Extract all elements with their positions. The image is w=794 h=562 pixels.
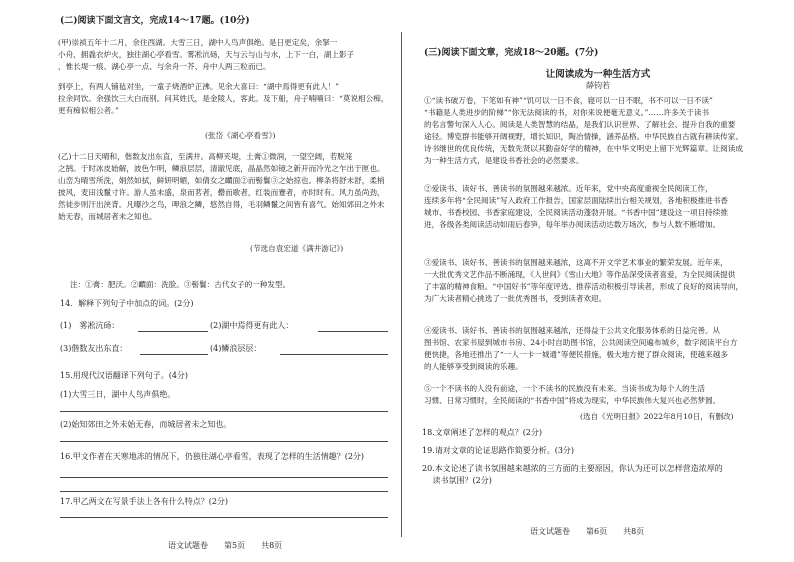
article-line: 图书馆、农家书屋到城市书房、24小时自助图书馆，公共阅读空间遍布城乡，数字阅读平台方 [424, 338, 738, 347]
q14-item-4: (4)鳞浪层层： [210, 344, 262, 353]
article-line: 便快捷，各地还推出了“一人一卡一城通”等便民措施，极大地方便了群众阅读，使越来越多 [424, 350, 728, 359]
yi-line: 山峦为晴雪所洗，娟然如拭，鲜妍明媚，如倩女之靧面②而髻鬟③之始掠也。柳条将舒未舒，柔梢 [58, 176, 385, 185]
article-author: 薛钧若 [586, 81, 610, 90]
article-line: ③爱读书、读好书、善读书的氛围越来越浓，这离不开文学艺术事业的繁荣发展。近年来， [424, 258, 728, 267]
article-line: “书籍是人类进步的阶梯”“你无法阅读的书，对你来说便毫无意义。”……许多关于读书 [424, 108, 710, 117]
jia-line: (甲)崇祯五年十二月，余住西湖。大雪三日，湖中人鸟声俱绝。是日更定矣，余拏一 [58, 38, 338, 47]
section-header: (二)阅读下面文言文，完成14～17题。(10分) [60, 16, 250, 26]
article-line: 一大批优秀文艺作品不断涌现，《人世间》《雪山大地》等作品深受读者喜爱，为全民阅读提供 [424, 270, 736, 279]
article-line: 为一种生活方式，是建设书香社会的必然要求。 [424, 156, 584, 165]
q14-item-3: (3)偕数友出东直： [60, 344, 128, 353]
section-header: (三)阅读下面文章，完成18～20题。(7分) [424, 48, 599, 58]
article-line: 的名言警句深入人心。阅读是人类智慧的结晶，是我们认识世界、了解社会、提升自我的重要 [424, 120, 736, 129]
jia-line: 更有痴似相公者。” [58, 106, 119, 115]
article-source: (选自《光明日报》2022年8月10日，有删改) [580, 412, 734, 421]
article-line: 习惯、日常习惯时，全民阅读的“书香中国”将成为现实，中华民族伟大复兴也必然梦圆。 [424, 396, 721, 405]
question-20-cont: 读书氛围？(2分) [422, 476, 492, 485]
yi-line: 始无春，而城居者未之知也。 [58, 212, 157, 221]
answer-line[interactable] [60, 411, 388, 412]
article-line: 的人能够享受到阅读的乐趣。 [424, 362, 523, 371]
article-line: 为广大读者精心挑选了一批优秀图书，受到读者欢迎。 [424, 294, 607, 303]
article-title: 让阅读成为一种生活方式 [545, 69, 651, 80]
question-19: 19.请对文章的论证思路作简要分析。(3分) [422, 446, 575, 455]
q15-item-2: (2)始知郊田之外未始无春，而城居者未之知也。 [60, 420, 232, 429]
article-line: 诗书继世的优良传统，无数先贤以其勤奋好学的精神，在中华文明史上留下光辉篇章。让阅读成 [424, 144, 743, 153]
q15-item-1: (1)大雪三日，湖中人鸟声俱绝。 [60, 390, 176, 399]
jia-line: 到亭上，有两人铺毡对坐，一童子烧酒炉正沸。见余大喜曰：“湖中焉得更有此人！” [58, 82, 340, 91]
answer-blank[interactable] [138, 331, 208, 332]
answer-line[interactable] [60, 477, 388, 478]
page-footer: 语文试题卷 第6页 共8页 [530, 527, 645, 536]
article-line: ①“读书破万卷，下笔如有神”“饥可以一日不食，寝可以一日不眠，书不可以一日不读” [424, 96, 713, 105]
yi-line: 然徒步则汗出浃背。凡曝沙之鸟，呷浪之鳞，悠然自得，毛羽鳞鬣之间皆有喜气。始知郊田之外未 [58, 200, 385, 209]
answer-blank[interactable] [140, 354, 208, 355]
question-17: 17.甲乙两文在写景手法上各有什么特点？(2分) [60, 497, 229, 506]
yi-line: 之鹄。于时冰皮始解，波色乍明，鳞浪层层，清澈见底，晶晶然如镜之新开而冷光之乍出于匣也。 [58, 164, 385, 173]
q14-item-1: (1) 雾凇沆砀： [60, 321, 120, 330]
answer-blank[interactable] [280, 354, 388, 355]
article-line: ④爱读书、读好书、善读书的氛围越来越浓，还得益于公共文化服务体系的日益完善。从 [424, 326, 721, 335]
question-15: 15.用现代汉语翻译下列句子。(4分) [60, 371, 189, 380]
jia-line: 拉余同饮。余强饮三大白而别。问其姓氏，是金陵人，客此。及下船，舟子喃喃曰：“莫说相公痴， [58, 94, 389, 103]
article-line: 了丰富的精神食粮。“中国好书”等年度评选、推荐活动积极引导读者，形成了良好的阅读导向， [424, 282, 744, 291]
annotation-note: 注：①膏：肥沃。②靧面：洗脸。③髻鬟：古代女子的一种发型。 [70, 280, 291, 289]
yi-line: (乙)十二日天晴和，偕数友出东直，至满井。高柳夹堤，土膏①微润，一望空阔，若脱笼 [58, 152, 353, 161]
yi-source: (节选自袁宏道《满井游记》) [250, 244, 344, 253]
question-18: 18.文章阐述了怎样的观点？(2分) [422, 428, 543, 437]
question-16: 16.甲文作者在天寒地冻的情况下，仍独往湖心亭看雪，表现了怎样的生活情趣？(2分) [60, 452, 365, 461]
article-line: 途径。博览群书能够开阔视野，增长知识，陶冶情操，涵养品格。中华民族自古就有耕读传家、 [424, 132, 743, 141]
article-line: ⑤一个不读书的人没有前途，一个不读书的民族没有未来。当读书成为每个人的生活 [424, 384, 705, 393]
jia-source: (张岱《湖心亭看雪》) [205, 131, 276, 140]
answer-line[interactable] [60, 517, 388, 518]
answer-line[interactable] [60, 491, 388, 492]
article-line: 连续多年将“全民阅读”写入政府工作报告，国家层面陆续出台相关规划，各地积极推进书香 [424, 196, 728, 205]
article-line: ②爱读书、读好书、善读书的氛围越来越浓。近年来，党中央高度重视全民阅读工作， [424, 184, 713, 193]
page-right [402, 0, 794, 562]
answer-blank[interactable] [318, 331, 388, 332]
article-line: 城市、书香校园、书香家庭建设，全民阅读活动蓬勃开展。“书香中国”建设这一项目持续推 [424, 208, 728, 217]
q14-item-2: (2)湖中焉得更有此人： [210, 321, 294, 330]
article-line: 进，各级各类阅读活动如雨后春笋，每年举办阅读活动达数万场次，参与人数不断增加。 [424, 220, 721, 229]
yi-line: 披风，麦田浅鬣寸许。游人虽未盛，泉而茗者，罍而歌者，红装而蹇者，亦时时有。风力虽尚劲， [58, 188, 385, 197]
jia-line: 小舟，拥毳衣炉火，独往湖心亭看雪。雾凇沆砀，天与云与山与水，上下一白，湖上影子 [58, 50, 355, 59]
answer-line[interactable] [60, 441, 388, 442]
question-20: 20.本文论述了读书氛围越来越浓的三方面的主要原因，你认为还可以怎样营造浓厚的 [422, 464, 723, 473]
question-14: 14．解释下列句子中加点的词。(2分) [60, 299, 194, 308]
page-footer: 语文试题卷 第5页 共8页 [168, 541, 283, 550]
jia-line: ，惟长堤一痕、湖心亭一点、与余舟一芥、舟中人两三粒而已。 [58, 62, 271, 71]
